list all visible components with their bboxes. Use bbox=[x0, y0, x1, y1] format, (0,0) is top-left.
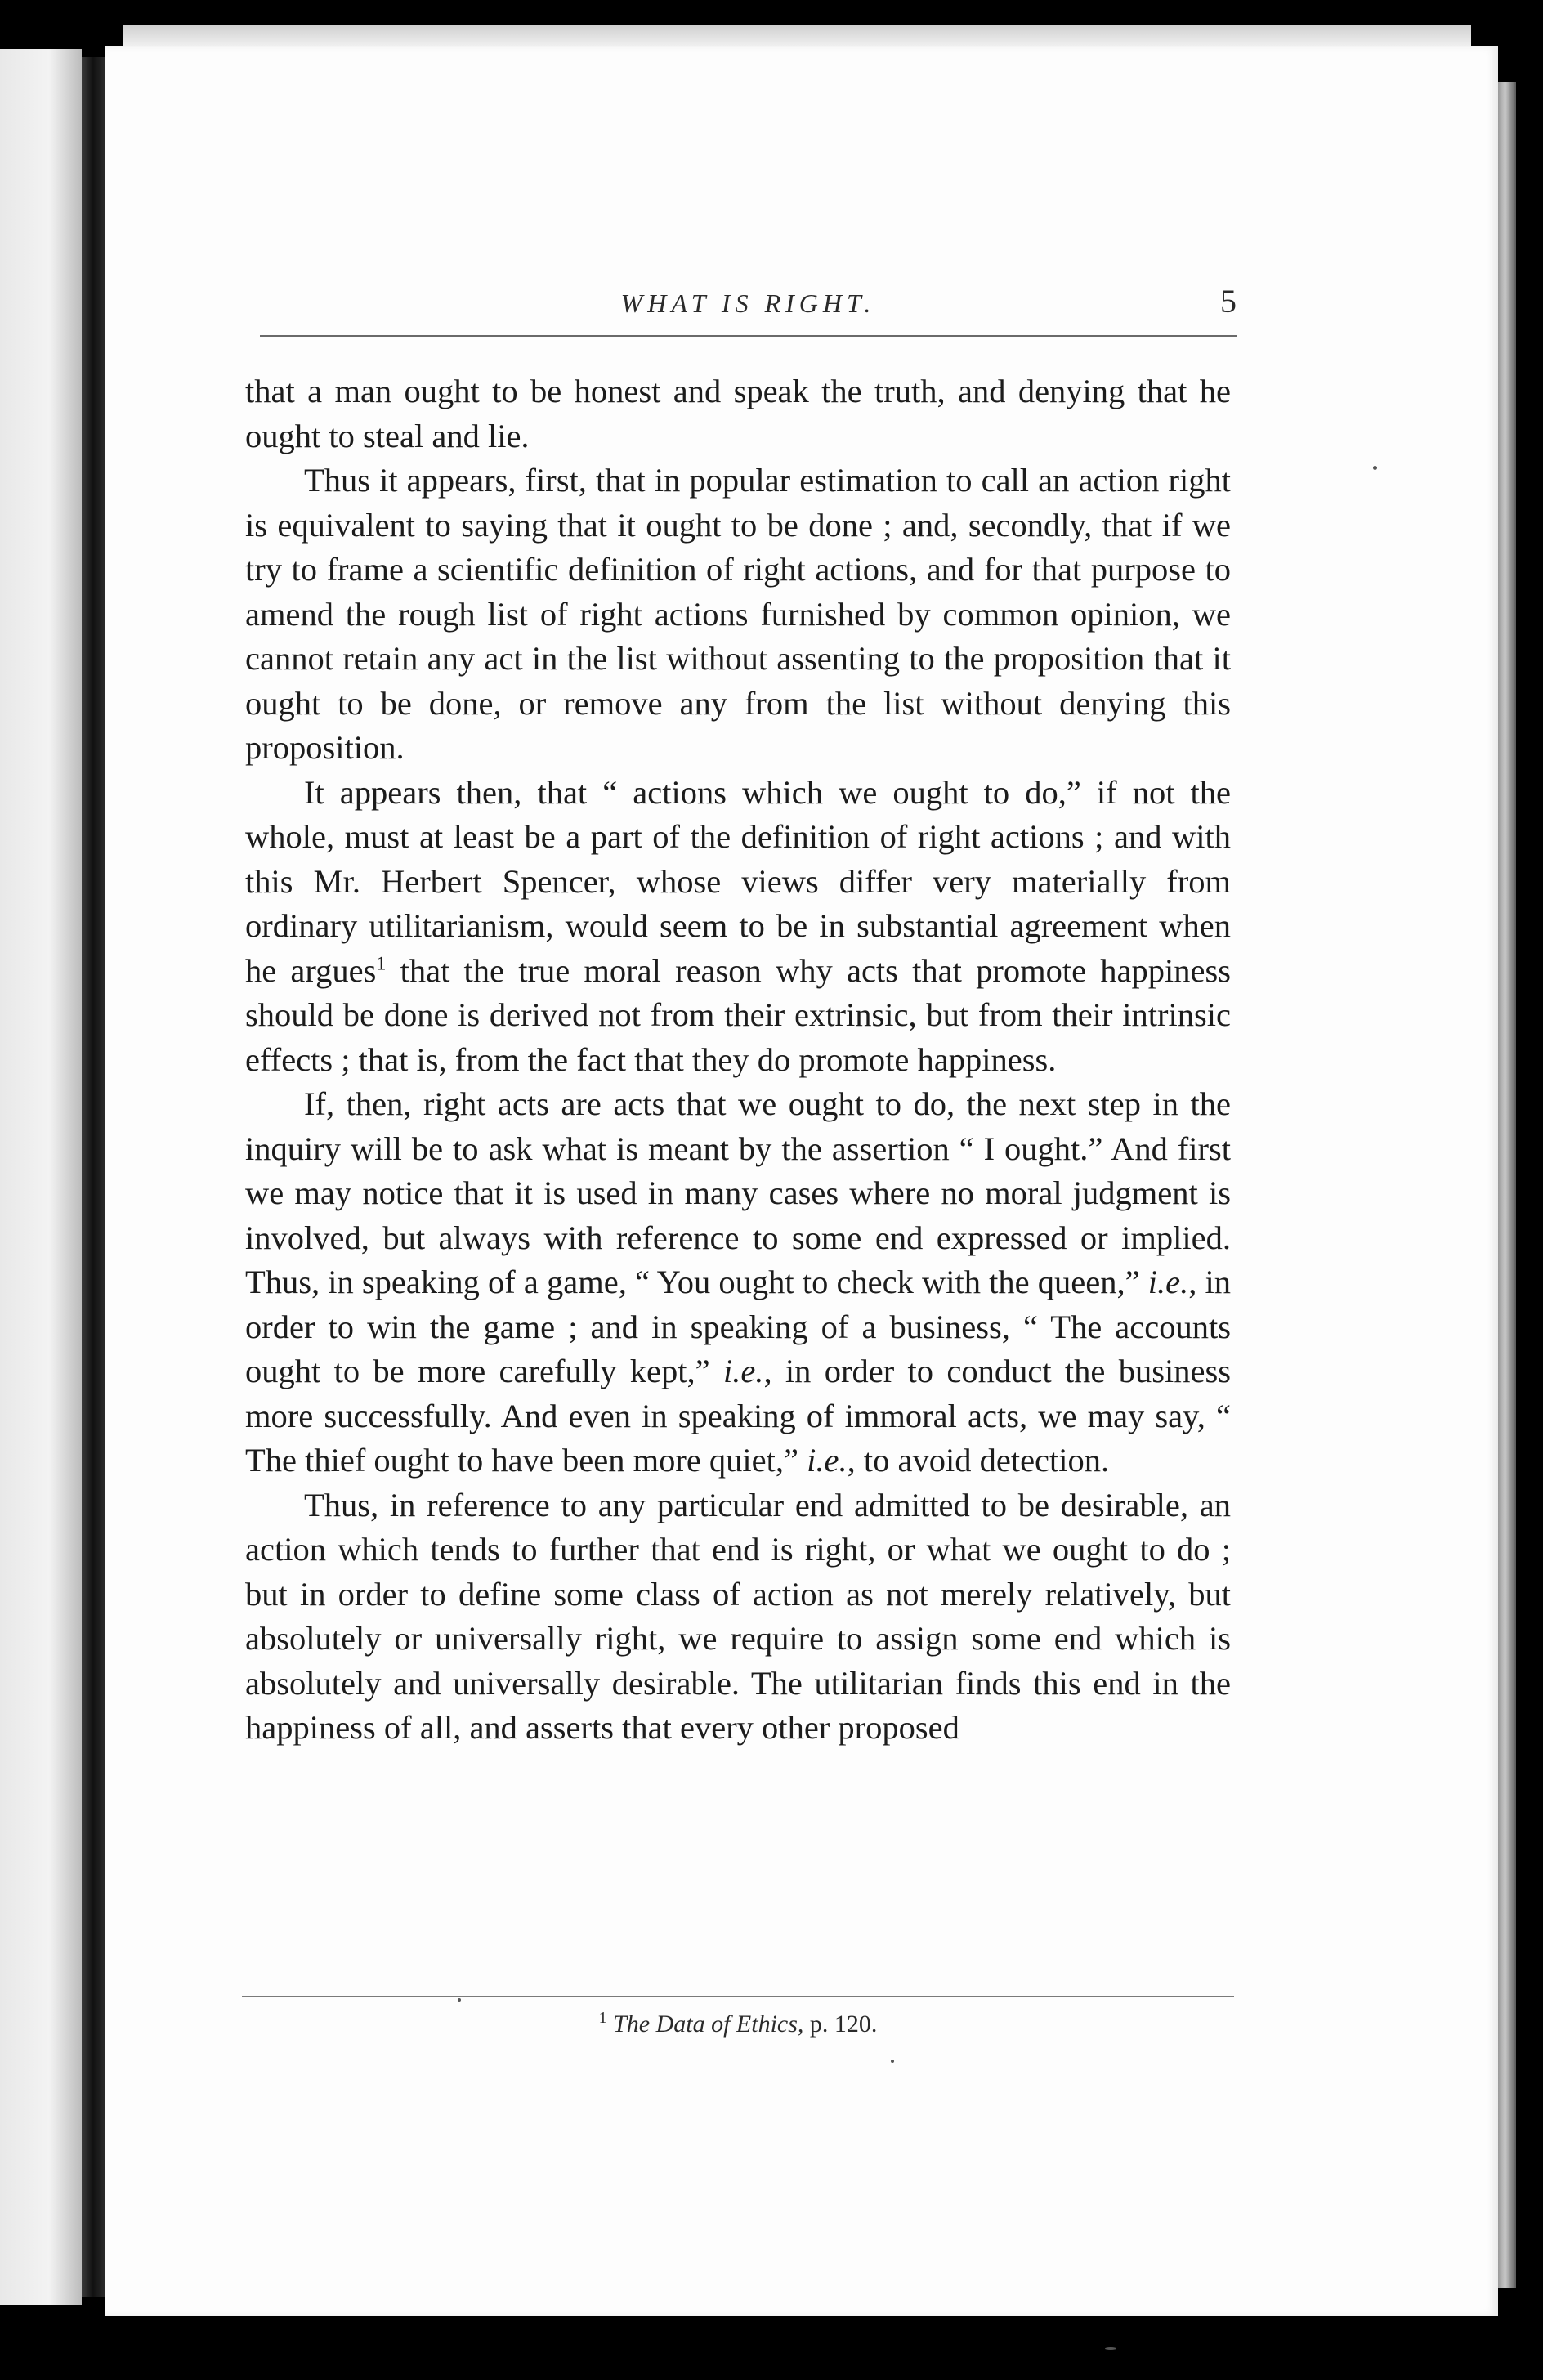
paragraph-4 bbox=[245, 1082, 1231, 1483]
paragraph-4-text-b: , in order to win the game ; and in speaking of a business, “ The accounts ought to be more carefully kept,” bbox=[245, 1264, 1231, 1389]
footnote-marker: 1 bbox=[598, 2009, 607, 2027]
paragraph-3 bbox=[245, 771, 1231, 1083]
header-rule bbox=[260, 335, 1237, 337]
paragraph-3-text-a: It appears then, that “ actions which we ought to do,” if not the whole, must at least be a part of the definition of right actions ; and with this Mr. Herbert Spencer, whose views differ very materially from ordinary utilitarianism, would seem to be in substantial agreement when he argues bbox=[245, 773, 1231, 989]
running-head bbox=[260, 282, 1237, 331]
paragraph-1: that a man ought to be honest and speak the truth, and denying that he ought to steal and lie. bbox=[245, 373, 1231, 454]
footnote-rule bbox=[242, 1996, 1234, 1997]
footnote-reference-marker: 1 bbox=[376, 953, 387, 974]
paragraph-2: Thus it appears, first, that in popular estimation to call an action right is equivalent to saying that it ought to be done ; and, secondly, that if we try to frame a scientific definition of right actions, and for that purpose to amend the rough list of right actions furnished by common opinion, we cannot retain any act in the list without assenting to the proposition that it ought to be done, or remove any from the list without denying this proposition. bbox=[245, 462, 1231, 766]
body-text bbox=[245, 369, 1231, 1751]
paper-speck bbox=[1105, 2347, 1116, 2350]
paper-speck bbox=[1373, 466, 1377, 470]
footnote-title: The Data of Ethics, bbox=[613, 2011, 804, 2038]
facing-page-edge bbox=[0, 49, 82, 2305]
paragraph-4-text-d: , to avoid detection. bbox=[847, 1442, 1110, 1479]
paragraph-5: Thus, in reference to any particular end admitted to be desirable, an action which tends to further that end is right, or what we ought to do ; but in order to define some class of action as not merely relatively, but absolutely or universally right, we require to assign some end which is absolutely and universally desirable. The utilitarian finds this end in the happiness of all, and asserts that every other proposed bbox=[245, 1486, 1231, 1746]
paragraph-4-text-c: , in order to conduct the business more successfully. And even in speaking of immoral acts, we may say, “ The thief ought to have been more quiet,” bbox=[245, 1353, 1231, 1479]
running-head-title: WHAT IS RIGHT. bbox=[620, 289, 876, 318]
paragraph-4-text-a: If, then, right acts are acts that we ought to do, the next step in the inquiry will be to ask what is meant by the assertion “ I ought.” And first we may notice that it is used in many cases where no moral judgment is involved, but always with reference to some end expressed or implied. Thus, in speaking of a game, “ You ought to check with the queen,” bbox=[245, 1085, 1231, 1300]
abbreviation-ie: i.e. bbox=[807, 1442, 848, 1479]
abbreviation-ie: i.e. bbox=[722, 1353, 764, 1389]
book-gutter bbox=[82, 57, 105, 2297]
footnote-page-ref: p. 120. bbox=[809, 2011, 878, 2038]
abbreviation-ie: i.e. bbox=[1147, 1264, 1189, 1300]
paper-speck bbox=[458, 1998, 461, 2002]
paragraph-3-text-b: that the true moral reason why acts that promote happiness should be done is derived not from their extrinsic, but from their intrinsic effects ; that is, from the fact that they do promote happiness. bbox=[245, 951, 1231, 1078]
footnote bbox=[242, 2009, 1234, 2038]
paper-speck bbox=[891, 2060, 894, 2063]
page-number: 5 bbox=[1220, 283, 1237, 320]
page-stack-right-edge bbox=[1498, 82, 1516, 2288]
